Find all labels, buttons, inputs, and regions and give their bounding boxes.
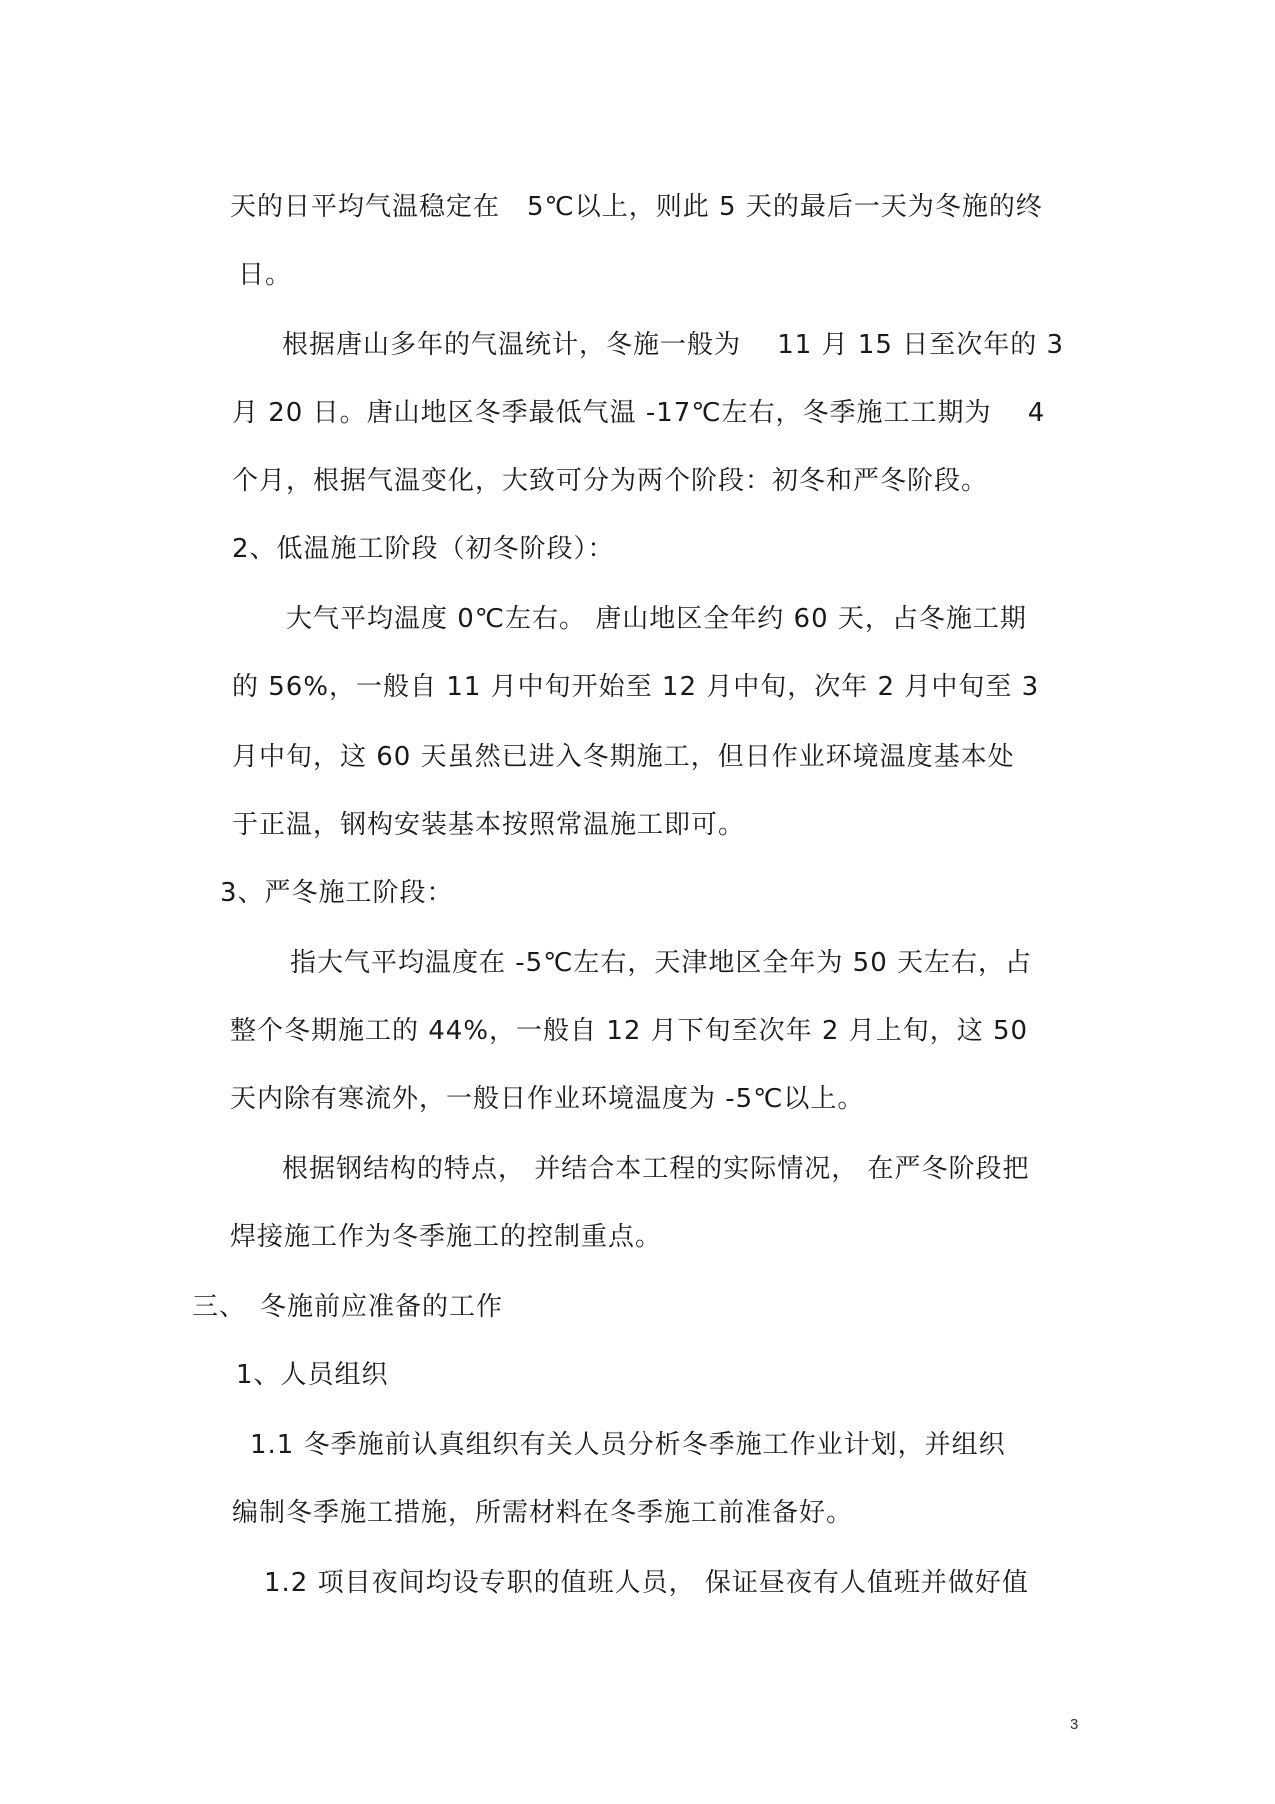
- body-text-line: 指大气平均温度在 -5℃左右，天津地区全年为 50 天左右，占: [290, 948, 1033, 978]
- body-text-line: 日。: [238, 260, 293, 290]
- body-text-line: 编制冬季施工措施，所需材料在冬季施工前准备好。: [232, 1498, 854, 1528]
- chapter-heading: 三、 冬施前应准备的工作: [192, 1292, 504, 1322]
- page-number: 3: [1070, 1716, 1079, 1733]
- section-heading: 1、人员组织: [236, 1360, 389, 1390]
- section-heading: 2、低温施工阶段（初冬阶段）：: [232, 534, 615, 564]
- body-text-line: 焊接施工作为冬季施工的控制重点。: [230, 1222, 663, 1252]
- body-text-line: 天的日平均气温稳定在 5℃以上，则此 5 天的最后一天为冬施的终: [230, 192, 1043, 222]
- body-text-line: 整个冬期施工的 44%，一般自 12 月下旬至次年 2 月上旬，这 50: [230, 1016, 1029, 1046]
- body-text-line: 天内除有寒流外，一般日作业环境温度为 -5℃以上。: [230, 1084, 865, 1114]
- body-text-line: 大气平均温度 0℃左右。 唐山地区全年约 60 天，占冬施工期: [286, 604, 1027, 634]
- body-text-line: 于正温，钢构安装基本按照常温施工即可。: [232, 810, 746, 840]
- section-heading: 3、严冬施工阶段：: [220, 878, 454, 908]
- body-text-line: 个月，根据气温变化，大致可分为两个阶段：初冬和严冬阶段。: [232, 466, 989, 496]
- body-text-line: 1.2 项目夜间均设专职的值班人员， 保证昼夜有人值班并做好值: [264, 1568, 1029, 1598]
- body-text-line: 月中旬，这 60 天虽然已进入冬期施工，但日作业环境温度基本处: [232, 742, 1015, 772]
- body-text-line: 的 56%，一般自 11 月中旬开始至 12 月中旬，次年 2 月中旬至 3: [232, 672, 1040, 702]
- body-text-line: 根据唐山多年的气温统计，冬施一般为 11 月 15 日至次年的 3: [282, 330, 1065, 360]
- body-text-line: 月 20 日。唐山地区冬季最低气温 -17℃左右，冬季施工工期为 4: [232, 398, 1046, 428]
- body-text-line: 1.1 冬季施前认真组织有关人员分析冬季施工作业计划，并组织: [250, 1430, 1006, 1460]
- body-text-line: 根据钢结构的特点， 并结合本工程的实际情况， 在严冬阶段把: [282, 1154, 1030, 1184]
